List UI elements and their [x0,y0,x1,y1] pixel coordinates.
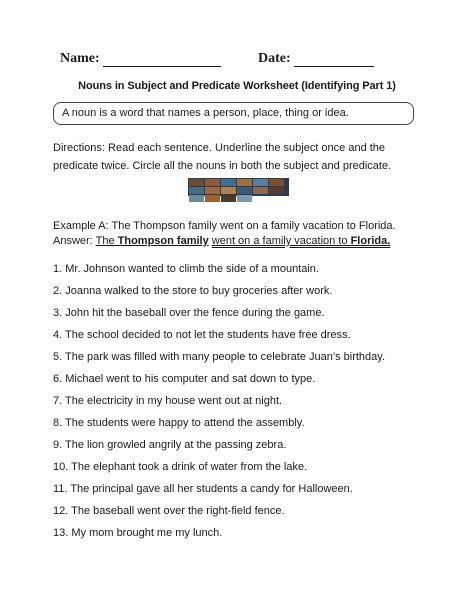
sentence-item: 7. The electricity in my house went out at night. [53,395,283,407]
sentence-item: 3. John hit the baseball over the fence during the game. [53,307,325,319]
answer-label: Answer: [53,235,93,247]
name-blank[interactable] [103,52,221,67]
animal-thumbnail [189,179,204,186]
animal-thumbnail [237,187,252,194]
animal-thumbnail [205,187,220,194]
sentence-list [53,263,453,549]
animal-thumbnail [237,179,252,186]
animal-thumbnail [269,187,284,194]
animal-thumbnail [205,179,220,186]
sentence-item: 5. The park was filled with many people to celebrate Juan’s birthday. [53,351,386,363]
sentence-item: 11. The principal gave all her students a candy for Halloween. [53,483,353,495]
animal-thumbnail [253,179,268,186]
example-block [53,219,453,249]
sentence-item: 2. Joanna walked to the store to buy groceries after work. [53,285,333,297]
example-sentence: Example A: The Thompson family went on a family vacation to Florida. [53,220,396,232]
animal-thumbnail [189,195,204,202]
answer-subject: The Thompson family [95,235,209,247]
sentence-item: 6. Michael went to his computer and sat down to type. [53,373,316,385]
animal-thumbnail [189,187,204,194]
date-line [258,51,374,67]
sentence-item: 4. The school decided to not let the students have free dress. [53,329,351,341]
sentence-item: 10. The elephant took a drink of water from the lake. [53,461,308,473]
animal-thumbnail [253,187,268,194]
definition-box: A noun is a word that names a person, place, thing or idea. [53,102,414,125]
date-label: Date: [258,51,291,66]
sentence-item: 12. The baseball went over the right-field fence. [53,505,285,517]
example-answer [53,234,453,249]
animal-image-strip [188,178,289,196]
sentence-item: 13. My mom brought me my lunch. [53,527,223,539]
date-blank[interactable] [294,52,374,67]
name-line [60,51,221,67]
animal-thumbnail [221,187,236,194]
worksheet-title: Nouns in Subject and Predicate Worksheet (Identifying Part 1) [78,80,396,92]
animal-thumbnail [269,179,284,186]
sentence-item: 9. The lion growled angrily at the passing zebra. [53,439,287,451]
animal-thumbnail [205,195,220,202]
directions-text: Directions: Read each sentence. Underline the subject once and the predicate twice. Circle all the nouns in both the subject and predicate. [53,142,392,172]
name-label: Name: [60,51,100,66]
animal-thumbnail [237,195,252,202]
animal-thumbnail [221,179,236,186]
sentence-item: 8. The students were happy to attend the assembly. [53,417,305,429]
answer-predicate: went on a family vacation to Florida. [211,235,391,247]
sentence-item: 1. Mr. Johnson wanted to climb the side of a mountain. [53,263,319,275]
animal-thumbnail [221,195,236,202]
